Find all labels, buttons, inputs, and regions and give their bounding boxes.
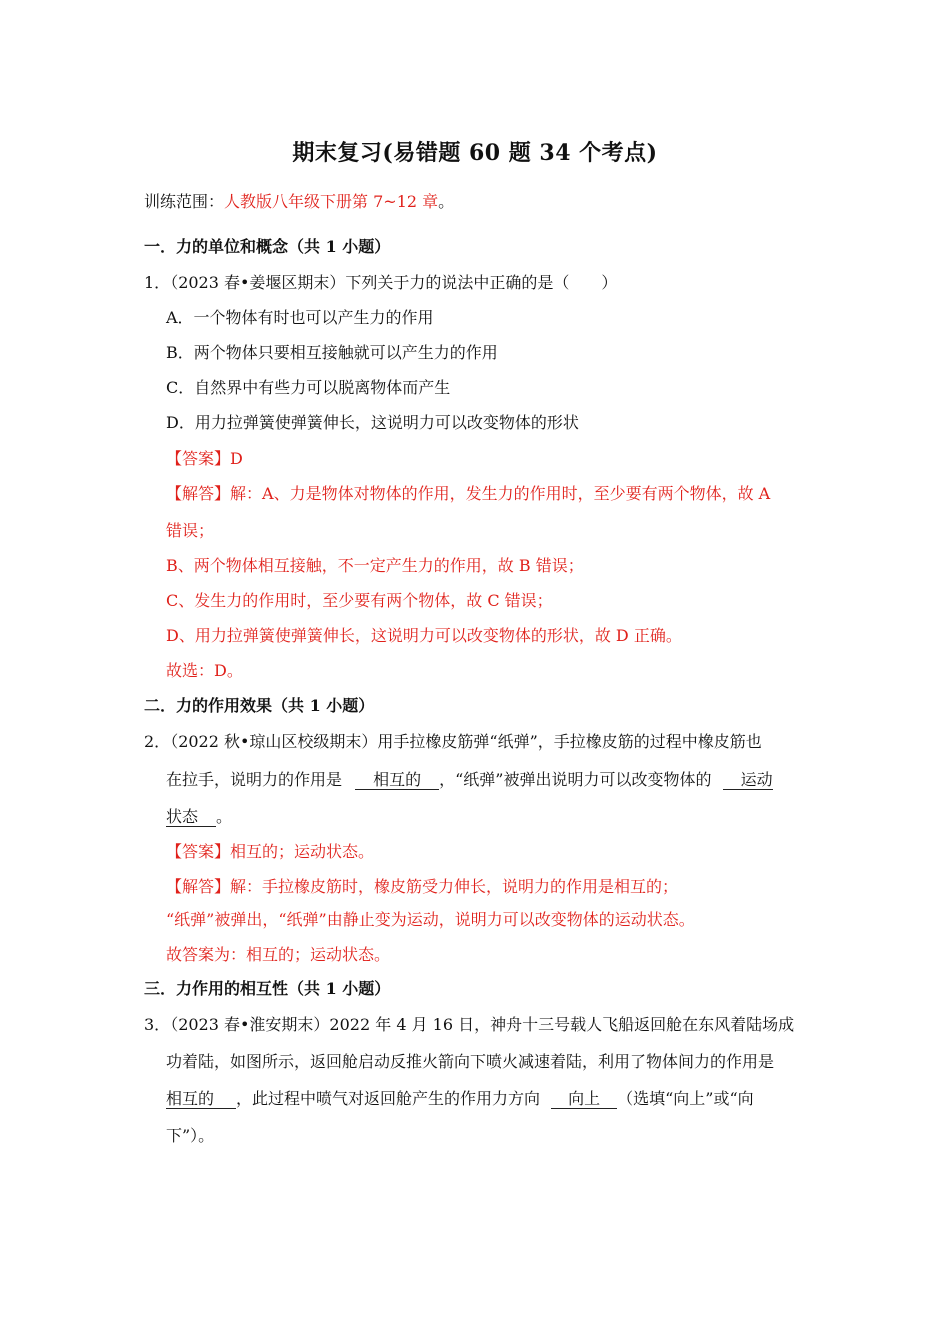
answer-2: 【答案】相互的；运动状态。 <box>166 842 375 861</box>
section-heading-3: 三．力作用的相互性（共 1 小题） <box>144 979 391 998</box>
option-a: A．一个物体有时也可以产生力的作用 <box>166 308 434 327</box>
question-3-stem-line-3: 相互的 ，此过程中喷气对返回舱产生的作用力方向 向上 （选填“向上”或“向 <box>166 1089 754 1108</box>
analysis-2-line-1: 【解答】解：手拉橡皮筋时，橡皮筋受力伸长，说明力的作用是相互的； <box>166 877 679 896</box>
option-c: C．自然界中有些力可以脱离物体而产生 <box>166 378 451 397</box>
question-number: 3． <box>144 1015 171 1034</box>
question-3-stem-line-2: 功着陆，如图所示，返回舱启动反推火箭向下喷火减速着陆，利用了物体间力的作用是 <box>166 1052 775 1071</box>
question-1-stem <box>144 273 617 293</box>
page-title: 期末复习(易错题 60 题 34 个考点) <box>292 140 658 166</box>
analysis-1-line-1: 【解答】解：A、力是物体对物体的作用，发生力的作用时，至少要有两个物体，故 A <box>166 484 771 503</box>
analysis-1-line-3: B、两个物体相互接触，不一定产生力的作用，故 B 错误； <box>166 556 584 575</box>
scope-label: 训练范围： <box>144 192 225 211</box>
question-2-stem-line-3: 状态 。 <box>166 807 233 826</box>
question-3-stem-line-4: 下”）。 <box>166 1126 215 1145</box>
fill-blank-1: 相互的 <box>166 1090 236 1109</box>
analysis-1-line-5: D、用力拉弹簧使弹簧伸长，这说明力可以改变物体的形状，故 D 正确。 <box>166 626 682 645</box>
answer-1: 【答案】D <box>166 449 243 468</box>
question-number: 2． <box>144 732 171 751</box>
question-2-stem-line-1: 2．（2022 秋•琼山区校级期末）用手拉橡皮筋弹“纸弹”，手拉橡皮筋的过程中橡皮筋也 <box>144 732 762 751</box>
fill-blank-1: 相互的 <box>355 771 439 790</box>
question-2-stem-line-2: 在拉手，说明力的作用是 相互的 ，“纸弹”被弹出说明力可以改变物体的 运动 <box>166 770 773 789</box>
analysis-1-line-4: C、发生力的作用时，至少要有两个物体，故 C 错误； <box>166 591 553 610</box>
question-number: 1． <box>144 273 171 292</box>
conclusion-2: 故答案为：相互的；运动状态。 <box>166 945 391 964</box>
analysis-tag: 【解答】 <box>166 484 231 503</box>
training-scope <box>144 192 454 212</box>
section-heading-1: 一．力的单位和概念（共 1 小题） <box>144 237 391 256</box>
analysis-2-line-2: “纸弹”被弹出，“纸弹”由静止变为运动，说明力可以改变物体的运动状态。 <box>166 910 695 929</box>
section-heading-2: 二．力的作用效果（共 1 小题） <box>144 696 375 715</box>
analysis-1-line-2: 错误； <box>166 521 215 540</box>
question-text: （2023 春•姜堰区期末）下列关于力的说法中正确的是（ ） <box>170 273 618 292</box>
fill-blank-2-cont: 状态 <box>166 808 216 827</box>
option-d: D．用力拉弹簧使弹簧伸长，这说明力可以改变物体的形状 <box>166 413 579 432</box>
analysis-tag: 【解答】 <box>166 877 231 896</box>
fill-blank-2: 运动 <box>723 771 773 790</box>
conclusion-1: 故选：D。 <box>166 661 243 680</box>
fill-blank-2: 向上 <box>551 1090 617 1109</box>
scope-value: 人教版八年级下册第 7~12 章 <box>224 192 439 211</box>
option-b: B．两个物体只要相互接触就可以产生力的作用 <box>166 343 498 362</box>
question-3-stem-line-1: 3．（2023 春•淮安期末）2022 年 4 月 16 日，神舟十三号载人飞船返回舱在东风着陆场成 <box>144 1015 795 1034</box>
scope-end: 。 <box>438 192 455 211</box>
